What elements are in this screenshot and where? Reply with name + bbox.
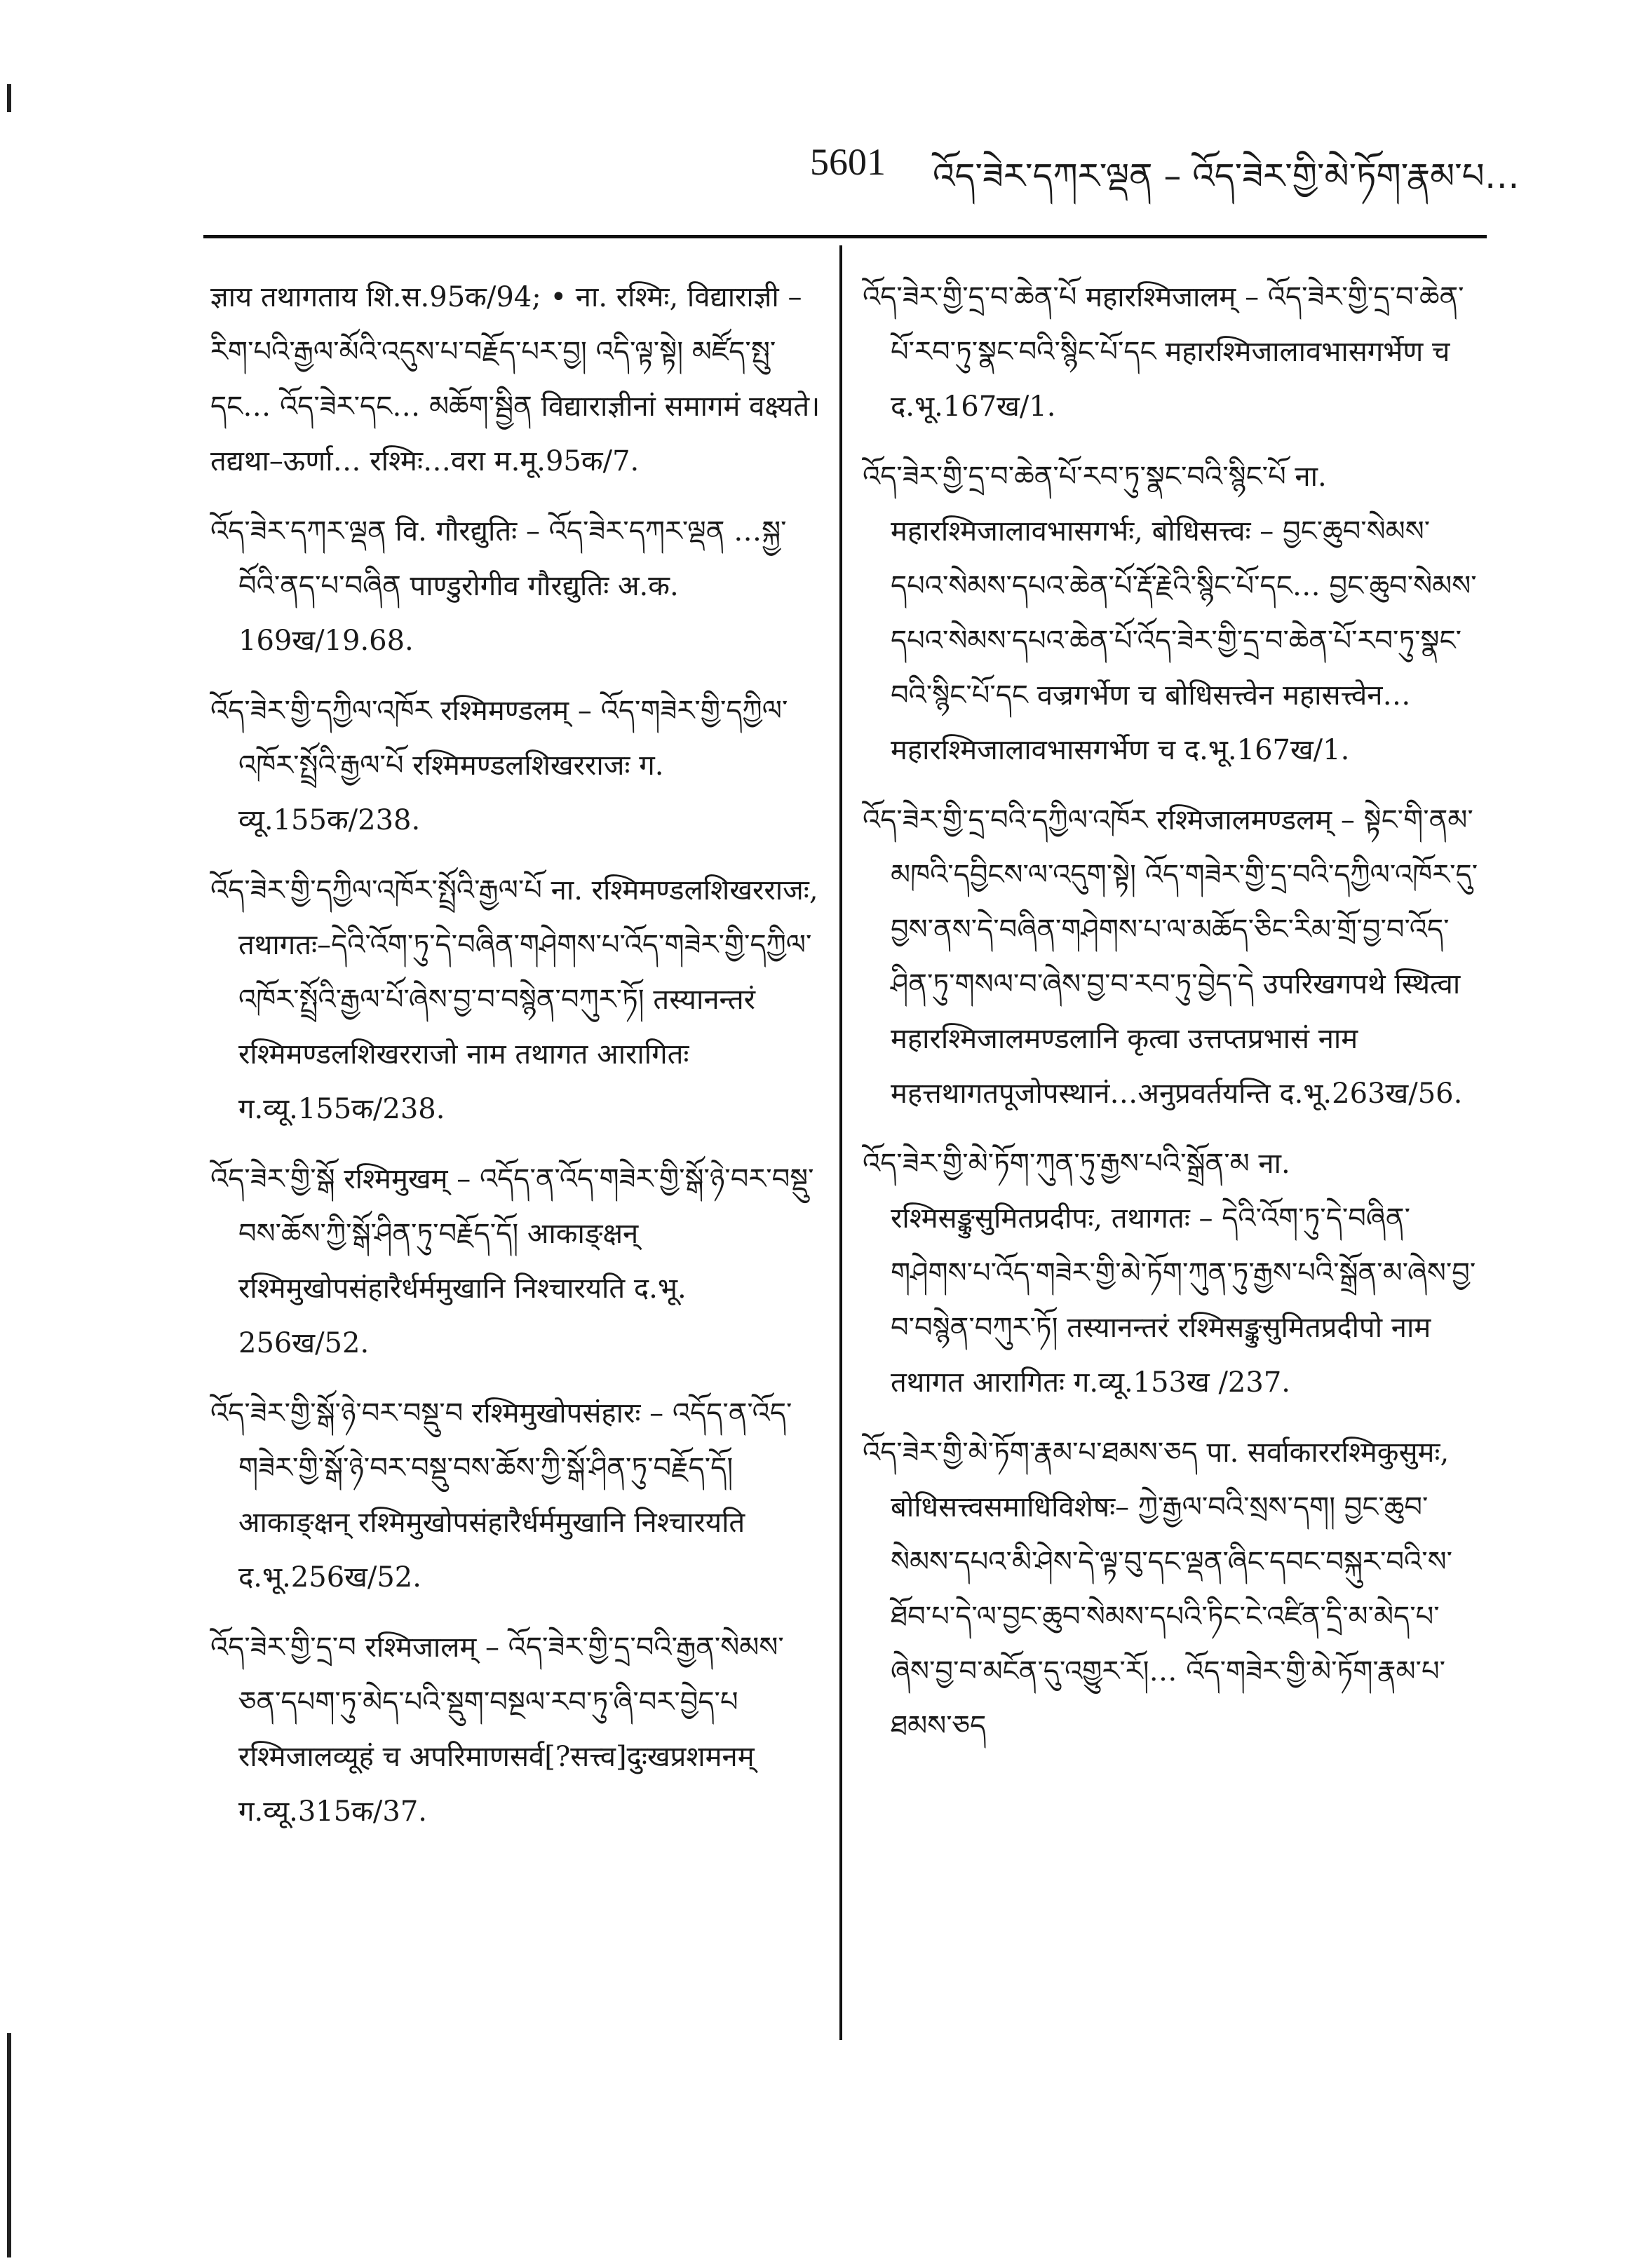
dictionary-entry: འོད་ཟེར་གྱི་དྲ་བ रश्मिजालम् – འོད་ཟེར་གྱི་དྲ་བའི་རྒྱན་སེམས་ཅན་དཔག་ཏུ་མེད་པའི་སྡུག་བསྔལ་རབ་ཏུ་ཞི་བར་བྱེད་པ रश्मिजालव्यूहं च अपरिमाणसर्व[?सत्त्व]दुःखप्रशमनम् ग.व्यू.315क/37. (210, 1631, 784, 1828)
margin-mark (7, 2033, 11, 2257)
dictionary-entry: འོད་ཟེར་གྱི་མེ་ཏོག་རྣམ་པ་ཐམས་ཅད पा. सर्वाकाररश्मिकुसुमः, बोधिसत्त्वसमाधिविशेषः– ཀྱེ་རྒྱལ་བའི་སྲས་དག། བྱང་ཆུབ་སེམས་དཔའ་མི་ཤེས་དེ་ལྟ་བུ་དང་ལྡན་ཞིང་དབང་བསྐུར་བའི་ས་ཐོབ་པ་དེ་ལ་བྱང་ཆུབ་སེམས་དཔའི་ཏིང་ངེ་འཛིན་དྲི་མ་མེད་པ་ཞེས་བྱ་བ་མངོན་དུ་འགྱུར་རོ།… འོད་གཟེར་གྱི་མེ་ཏོག་རྣམ་པ་ཐམས་ཅད (863, 1437, 1452, 1742)
dictionary-entry: འོད་ཟེར་གྱི་སྒོ रश्मिमुखम् – འདོད་ན་འོད་གཟེར་གྱི་སྒོ་ཉེ་བར་བསྡུ་བས་ཆོས་ཀྱི་སྒོ་ཤིན་ཏུ་བརྗོད་དོ། आकाङ्क्षन् रश्मिमुखोपसंहारैर्धर्ममुखानि निश्चारयति द.भू. 256ख/52. (210, 1163, 814, 1359)
running-head: འོད་ཟེར་དཀར་ལྡན – འོད་ཟེར་གྱི་མེ་ཏོག་རྣམ་པ… (933, 156, 1520, 196)
left-column (210, 270, 821, 1854)
dictionary-entry: འོད་ཟེར་གྱི་མེ་ཏོག་ཀུན་ཏུ་རྒྱས་པའི་སྒྲོན་མ ना. रश्मिसङ्कुसुमितप्रदीपः, तथागतः – དེའི་འོག་ཏུ་དེ་བཞིན་གཤེགས་པ་འོད་གཟེར་གྱི་མེ་ཏོག་ཀུན་ཏུ་རྒྱས་པའི་སྒྲོན་མ་ཞེས་བྱ་བ་བསྙེན་བཀུར་ཏོ། तस्यानन्तरं रश्मिसङ्कुसुमितप्रदीपो नाम तथागत आरागितः ग.व्यू.153ख /237. (863, 1148, 1476, 1399)
dictionary-entry: འོད་ཟེར་གྱི་དྲ་བའི་དཀྱིལ་འཁོར रश्मिजालमण्डलम् – སྟེང་གི་ནམ་མཁའི་དབྱིངས་ལ་འདུག་སྟེ། འོད་གཟེར་གྱི་དྲ་བའི་དཀྱིལ་འཁོར་དུ་བྱས་ནས་དེ་བཞིན་གཤེགས་པ་ལ་མཆོད་ཅིང་རིམ་གྲོ་བྱ་བ་འོད་ཤིན་ཏུ་གསལ་བ་ཞེས་བྱ་བ་རབ་ཏུ་བྱེད་དེ उपरिखगपथे स्थित्वा महारश्मिजालमण्डलानि कृत्वा उत्तप्तप्रभासं नाम महत्तथागतपूजोपस्थानं…अनुप्रवर्तयन्ति द.भू.263ख/56. (863, 804, 1478, 1110)
margin-mark (7, 84, 11, 112)
right-column (863, 270, 1480, 1769)
page-number: 5601 (810, 141, 886, 183)
header-rule (203, 235, 1487, 238)
dictionary-entry: ज्ञाय तथागताय शि.स.95क/94; • ना. रश्मिः, विद्याराज्ञी – རིག་པའི་རྒྱལ་མོའི་འདུས་པ་བརྗོད་པར་བྱ། འདི་ལྟ་སྟེ། མཛོད་སྤུ་དང… འོད་ཟེར་དང… མཆོག་སྦྱིན विद्याराज्ञीनां समागमं वक्ष्यते। तद्यथा–ऊर्णा… रश्मिः…वरा म.मू.95क/7. (210, 281, 821, 477)
dictionary-entry: འོད་ཟེར་གྱི་སྒོ་ཉེ་བར་བསྡུ་བ रश्मिमुखोपसंहारः – འདོད་ན་འོད་གཟེར་གྱི་སྒོ་ཉེ་བར་བསྡུ་བས་ཆོས་ཀྱི་སྒོ་ཤིན་ཏུ་བརྗོད་དོ། आकाङ्क्षन् रश्मिमुखोपसंहारैर्धर्ममुखानि निश्चारयति द.भू.256ख/52. (210, 1397, 792, 1594)
dictionary-entry: འོད་ཟེར་དཀར་ལྡན वि. गौरद्युतिः – འོད་ཟེར་དཀར་ལྡན …སྐྱ་བོའི་ནད་པ་བཞིན पाण्डुरोगीव गौरद्युतिः अ.क. 169ख/19.68. (210, 515, 787, 657)
dictionary-entry: འོད་ཟེར་གྱི་དྲ་བ་ཆེན་པོ महारश्मिजालम् – འོད་ཟེར་གྱི་དྲ་བ་ཆེན་པོ་རབ་ཏུ་སྣང་བའི་སྙིང་པོ་དང महारश्मिजालावभासगर्भेण च द.भू.167ख/1. (863, 281, 1464, 423)
dictionary-entry: འོད་ཟེར་གྱི་དཀྱིལ་འཁོར་སྤྲོའི་རྒྱལ་པོ ना. रश्मिमण्डलशिखरराजः, तथागतः–དེའི་འོག་ཏུ་དེ་བཞིན་གཤེགས་པ་འོད་གཟེར་གྱི་དཀྱིལ་འཁོར་སྤྲོའི་རྒྱལ་པོ་ཞེས་བྱ་བ་བསྙེན་བཀུར་ཏོ། तस्यानन्तरं रश्मिमण्डलशिखरराजो नाम तथागत आरागितः ग.व्यू.155क/238. (210, 874, 818, 1125)
dictionary-entry: འོད་ཟེར་གྱི་དཀྱིལ་འཁོར रश्मिमण्डलम् – འོད་གཟེར་གྱི་དཀྱིལ་འཁོར་སྤྲོའི་རྒྱལ་པོ रश्मिमण्डलशिखरराजः ग. व्यू.155क/238. (210, 695, 788, 836)
dictionary-entry: འོད་ཟེར་གྱི་དྲ་བ་ཆེན་པོ་རབ་ཏུ་སྣང་བའི་སྙིང་པོ ना. महारश्मिजालावभासगर्भः, बोधिसत्त्वः – བྱང་ཆུབ་སེམས་དཔའ་སེམས་དཔའ་ཆེན་པོ་རྡོ་རྗེའི་སྙིང་པོ་དང… བྱང་ཆུབ་སེམས་དཔའ་སེམས་དཔའ་ཆེན་པོ་འོད་ཟེར་གྱི་དྲ་བ་ཆེན་པོ་རབ་ཏུ་སྣང་བའི་སྙིང་པོ་དང वज्रगर्भेण च बोधिसत्त्वेन महासत्त्वेन…महारश्मिजालावभासगर्भेण च द.भू.167ख/1. (863, 461, 1477, 766)
column-divider (839, 245, 842, 2040)
